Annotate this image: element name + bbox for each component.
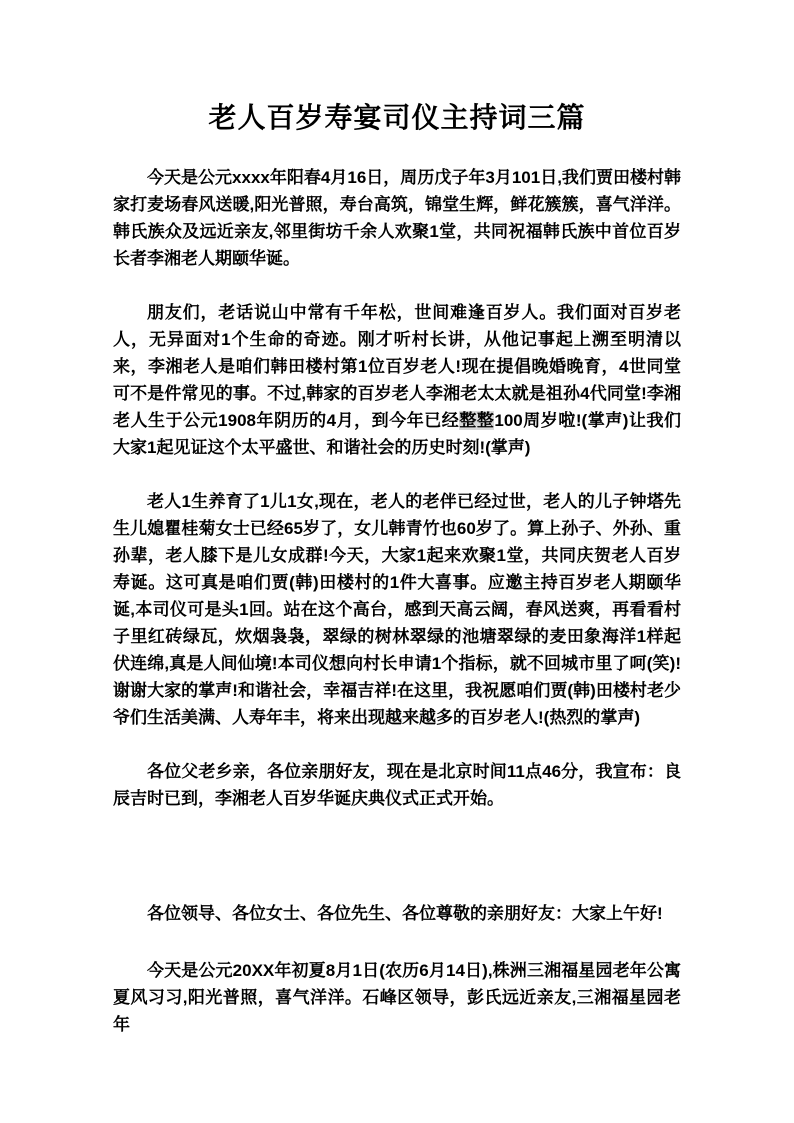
paragraph-3: 老人1生养育了1儿1女,现在，老人的老伴已经过世，老人的儿子钟塔先生儿媳瞿桂菊女士已经65岁了，女儿韩青竹也60岁了。算上孙子、外孙、重孙辈，老人膝下是儿女成群!今天，大家1起来欢聚1堂，共同庆贺老人百岁寿诞。这可真是咱们贾(韩)田楼村的1件大喜事。应邀主持百岁老人期颐华诞,本司仪可是头1回。站在这个高台，感到天高云阔，春风送爽，再看看村子里红砖绿瓦，炊烟袅袅，翠绿的树林翠绿的池塘翠绿的麦田象海洋1样起伏连绵,真是人间仙境!本司仪想向村长申请1个指标，就不回城市里了呵(笑)!谢谢大家的掌声!和谐社会，幸福吉祥!在这里，我祝愿咱们贾(韩)田楼村老少爷们生活美满、人寿年丰，将来出现越来越多的百岁老人!(热烈的掌声): [113, 492, 681, 727]
paragraph-2-text-after: 100周岁啦!(掌声)让我们大家1起见证这个太平盛世、和谐社会的历史时刻!(掌声): [113, 411, 681, 457]
paragraph-4: 各位父老乡亲，各位亲朋好友，现在是北京时间11点46分，我宣布：良辰吉时已到，李湘老人百岁华诞庆典仪式正式开始。: [113, 762, 681, 808]
paragraph-1: 今天是公元xxxx年阳春4月16日，周历戊子年3月101日,我们贾田楼村韩家打麦场春风送暖,阳光普照，寿台高筑，锦堂生辉，鲜花簇簇，喜气洋洋。韩氏族众及远近亲友,邻里街坊千余人欢聚1堂，共同祝福韩氏族中首位百岁长者李湘老人期颐华诞。: [113, 168, 681, 268]
paragraph-6: 今天是公元20XX年初夏8月1日(农历6月14日),株洲三湘福星园老年公寓夏风习习,阳光普照，喜气洋洋。石峰区领导，彭氏远近亲友,三湘福星园老年: [113, 961, 681, 1034]
paragraph-5: 各位领导、各位女士、各位先生、各位尊敬的亲朋好友：大家上午好!: [147, 904, 663, 923]
document-title: 老人百岁寿宴司仪主持词三篇: [208, 102, 586, 133]
highlighted-text: 整整: [459, 411, 495, 430]
paragraph-2-text-before: 朋友们，老话说山中常有千年松，世间难逢百岁人。我们面对百岁老人，无异面对1个生命的奇迹。刚才听村长讲，从他记事起上溯至明清以来，李湘老人是咱们韩田楼村第1位百岁老人!现在提倡晚婚晚育，4世同堂可不是件常见的事。不过,韩家的百岁老人李湘老太太就是祖孙4代同堂!李湘老人生于公元1908年阴历的4月，到今年已经: [113, 303, 681, 430]
paragraph-2: [113, 299, 681, 461]
